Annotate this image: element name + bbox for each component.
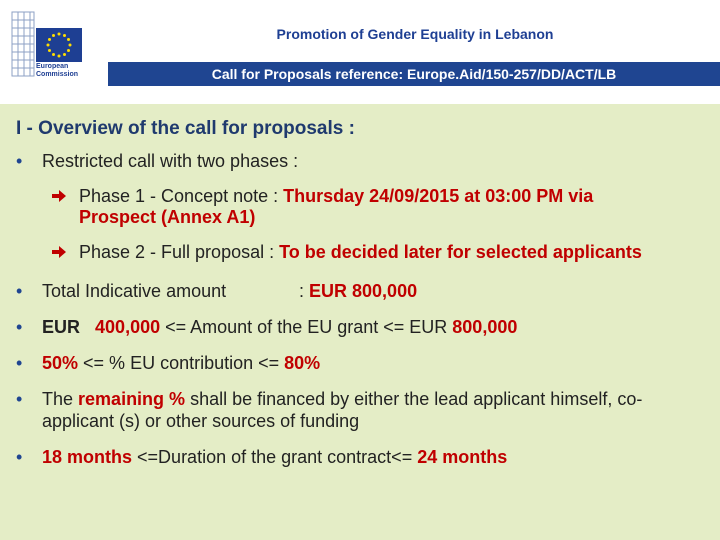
phase-1-label: Phase 1 - Concept note : — [79, 186, 284, 206]
phase-1-value: Thursday 24/09/2015 at 03:00 PM via — [283, 186, 594, 206]
grant-prefix: EUR — [42, 317, 86, 337]
slide-header — [0, 0, 720, 98]
bullet-text: Restricted call with two phases : — [42, 151, 299, 171]
remaining-pre: The — [42, 389, 79, 409]
eu-flag-icon — [36, 28, 82, 62]
ec-logo-line-1: European — [36, 63, 69, 70]
bullet-icon: • — [16, 317, 23, 337]
ec-logo-line-2: Commission — [36, 71, 79, 78]
ec-logo-text — [36, 63, 78, 79]
total-separator: : — [294, 281, 310, 301]
phase-1-value-line2: Prospect (Annex A1) — [79, 207, 256, 227]
bullet-text — [42, 280, 712, 302]
reference-text: Call for Proposals reference: Europe.Aid/150-257/DD/ACT/LB — [211, 66, 617, 82]
contribution-min: 50% — [42, 353, 79, 373]
phase-1-text — [79, 186, 719, 228]
reference-bar — [108, 62, 720, 86]
slide-content — [0, 104, 720, 540]
bullet-icon: • — [16, 353, 23, 373]
remaining-post: shall be financed by either the lead applicant himself, co- — [185, 389, 643, 409]
section-heading: I - Overview of the call for proposals : — [16, 118, 355, 139]
duration-mid: <=Duration of the grant contract<= — [132, 447, 418, 467]
ec-logo — [8, 6, 100, 82]
arrow-right-icon — [52, 246, 66, 258]
bullet-text — [42, 446, 712, 468]
bullet-text — [42, 388, 712, 432]
contribution-mid: <= % EU contribution <= — [78, 353, 285, 373]
grant-max: 800,000 — [452, 317, 518, 337]
phase-2-value: To be decided later for selected applicants — [279, 242, 642, 262]
phase-2-text — [79, 242, 719, 263]
bullet-icon: • — [16, 281, 23, 301]
bullet-text — [42, 352, 712, 374]
total-label: Total Indicative amount — [42, 281, 227, 301]
bullet-text — [42, 316, 712, 338]
duration-min: 18 months — [42, 447, 133, 467]
grant-mid: <= Amount of the EU grant <= EUR — [160, 317, 453, 337]
bullet-icon: • — [16, 389, 23, 409]
remaining-line2: applicant (s) or other sources of funding — [42, 411, 360, 431]
phase-2-label: Phase 2 - Full proposal : — [79, 242, 280, 262]
contribution-max: 80% — [284, 353, 321, 373]
duration-max: 24 months — [417, 447, 508, 467]
bullet-icon: • — [16, 151, 23, 171]
arrow-right-icon — [52, 190, 66, 202]
grant-min: 400,000 — [95, 317, 161, 337]
total-value: EUR 800,000 — [309, 281, 418, 301]
remaining-bold: remaining % — [78, 389, 186, 409]
bullet-icon: • — [16, 447, 23, 467]
header-title: Promotion of Gender Equality in Lebanon — [276, 26, 554, 42]
